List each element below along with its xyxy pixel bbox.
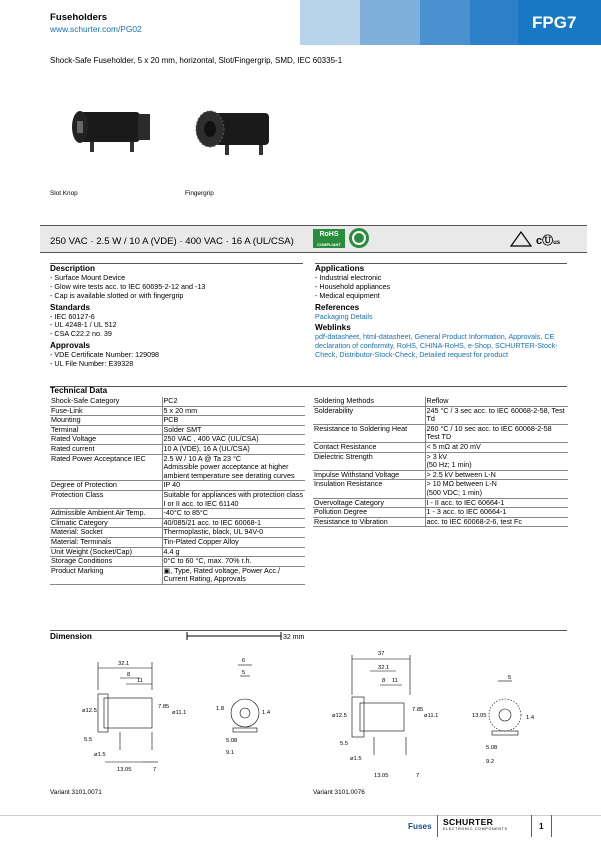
technical-value: PCB — [162, 416, 305, 426]
technical-row — [50, 566, 305, 584]
technical-label: Fuse-Link — [50, 406, 162, 416]
technical-label: Overvoltage Category — [313, 498, 425, 508]
approvals-heading: Approvals — [50, 341, 91, 351]
technical-label: Resistance to Soldering Heat — [313, 424, 425, 442]
references-heading: References — [315, 302, 360, 312]
rohs-sub-label: COMPLIANT — [317, 242, 341, 247]
standards-item: - UL 4248-1 / UL 512 — [50, 320, 117, 330]
dim-label: ø1.5 — [350, 756, 362, 762]
brand-sub: ELECTRONIC COMPONENTS — [443, 827, 508, 831]
technical-value: < 5 mΩ at 20 mV — [425, 442, 568, 452]
technical-row — [50, 481, 305, 491]
technical-row — [313, 517, 568, 527]
technical-label: Mounting — [50, 416, 162, 426]
variant-caption: Variant 3101.0071 — [50, 789, 102, 796]
description-item: - Glow wire tests acc. to IEC 60695-2-12 and -13 — [50, 281, 206, 291]
variant-caption: Variant 3101.0076 — [313, 789, 365, 796]
technical-label: Storage Conditions — [50, 557, 162, 567]
technical-label: Contact Resistance — [313, 442, 425, 452]
technical-value: Solder SMT — [162, 425, 305, 435]
technical-label: Insulation Resistance — [313, 480, 425, 498]
page-number: 1 — [539, 822, 544, 831]
header-band — [420, 0, 470, 45]
dim-label: 7 — [153, 767, 157, 773]
technical-heading: Technical Data — [50, 386, 108, 395]
dim-label: 11 — [137, 678, 144, 684]
applications-heading: Applications — [315, 264, 365, 273]
technical-row — [50, 557, 305, 567]
technical-value: Tin-Plated Copper Alloy — [162, 537, 305, 547]
technical-row — [50, 416, 305, 426]
product-image-fingergrip — [185, 95, 295, 170]
technical-row — [50, 490, 305, 508]
technical-value: 250 VAC , 400 VAC (UL/CSA) — [162, 435, 305, 445]
technical-value: > 3 kV (50 Hz; 1 min) — [425, 452, 568, 470]
dim-label: 5 — [508, 675, 512, 681]
technical-label: Unit Weight (Socket/Cap) — [50, 547, 162, 557]
ul-mark-icon: ᴄⓊus — [536, 234, 561, 247]
packaging-details-link[interactable]: Packaging Details — [315, 311, 373, 321]
technical-value: 2.5 W / 10 A @ Ta 23 °C Admissible power acceptance at higher ambient temperature see derating curves — [162, 454, 305, 481]
dim-label: 11 — [392, 678, 399, 684]
scale-bar-label: 32 mm — [283, 634, 305, 641]
dim-label: 5.5 — [340, 741, 349, 747]
applications-item: - Household appliances — [315, 281, 391, 291]
scale-bar — [185, 631, 315, 643]
header-title: Fuseholders — [50, 12, 108, 23]
footer-separator — [437, 815, 438, 837]
product-image-slot-knop — [60, 90, 170, 165]
description-item: - Cap is available slotted or with fingergrip — [50, 290, 184, 300]
technical-value: acc. to IEC 60068-2-6, test Fc — [425, 517, 568, 527]
dim-label: 8 — [127, 672, 131, 678]
header-band — [470, 0, 518, 45]
footer-divider — [0, 815, 601, 816]
dim-label: 5.5 — [84, 737, 93, 743]
brand-name: SCHURTER — [443, 817, 494, 827]
dim-label: 13.05 — [117, 767, 132, 773]
technical-row — [313, 397, 568, 406]
technical-value: 40/085/21 acc. to IEC 60068-1 — [162, 518, 305, 528]
standards-item: - IEC 60127-6 — [50, 311, 95, 321]
technical-label: Terminal — [50, 425, 162, 435]
technical-label: Admissible Ambient Air Temp. — [50, 509, 162, 519]
dim-label: 9.2 — [486, 759, 495, 765]
standards-item: - CSA C22.2 no. 39 — [50, 329, 112, 339]
approvals-item: - UL File Number: E39328 — [50, 359, 134, 369]
dim-label: 7.85 — [412, 707, 424, 713]
technical-label: Rated Power Acceptance IEC — [50, 454, 162, 481]
dim-label: 9.1 — [226, 750, 235, 756]
dim-label: 7.85 — [158, 704, 170, 710]
technical-row — [50, 454, 305, 481]
dim-label: 37 — [378, 651, 385, 657]
standards-heading: Standards — [50, 302, 91, 312]
technical-label: Degree of Protection — [50, 481, 162, 491]
footer-section: Fuses — [408, 822, 432, 831]
technical-label: Protection Class — [50, 490, 162, 508]
rohs-badge — [313, 229, 345, 248]
product-subtitle: Shock-Safe Fuseholder, 5 x 20 mm, horizontal, Slot/Fingergrip, SMD, IEC 60335-1 — [50, 56, 343, 65]
technical-label: Material: Socket — [50, 528, 162, 538]
technical-label: Climatic Category — [50, 518, 162, 528]
technical-value: 0°C to 60 °C, max. 70% r.h. — [162, 557, 305, 567]
dim-label: 13.05 — [374, 773, 389, 779]
technical-value: 10 A (VDE), 16 A (UL/CSA) — [162, 444, 305, 454]
rohs-label: RoHS — [319, 231, 339, 238]
dim-label: 5 — [242, 670, 246, 676]
dim-label: 7 — [416, 773, 420, 779]
weblinks-list[interactable]: pdf-datasheet, html-datasheet, General Product Information, Approvals, CE declaration of conformity, RoHS, CHINA-RoHS, e-Shop, SCHURTER-Stock-Check, Distributor-Stock-Check, Detailed request for product — [315, 332, 558, 360]
technical-table-right — [313, 397, 568, 527]
technical-label: Material: Terminals — [50, 537, 162, 547]
technical-value: 5 x 20 mm — [162, 406, 305, 416]
dim-label: 32.1 — [378, 665, 390, 671]
technical-value: 4.4 g — [162, 547, 305, 557]
technical-value: 1 - 3 acc. to IEC 60664-1 — [425, 508, 568, 518]
technical-value: Reflow — [425, 397, 568, 406]
footer-separator — [531, 815, 532, 837]
technical-label: Dielectric Strength — [313, 452, 425, 470]
ce-conformity-icon — [348, 227, 370, 249]
technical-row — [313, 452, 568, 470]
technical-value: I - II acc. to IEC 60664-1 — [425, 498, 568, 508]
technical-table-left — [50, 397, 305, 585]
technical-row — [313, 480, 568, 498]
dim-label: ø12.5 — [82, 708, 97, 714]
technical-row — [313, 442, 568, 452]
left-text-column — [50, 262, 303, 369]
technical-value: 260 °C / 10 sec acc. to IEC 60068-2-58 Test TD — [425, 424, 568, 442]
technical-value: 245 °C / 3 sec acc. to IEC 60068-2-58, Test Td — [425, 406, 568, 424]
product-code: FPG7 — [518, 0, 601, 45]
technical-label: Solderability — [313, 406, 425, 424]
applications-item: - Medical equipment — [315, 290, 380, 300]
technical-row — [50, 444, 305, 454]
dim-label: ø1.5 — [94, 752, 106, 758]
technical-row — [50, 509, 305, 519]
description-heading: Description — [50, 264, 96, 273]
approvals-item: - VDE Certificate Number: 129098 — [50, 350, 160, 360]
dimension-heading: Dimension — [50, 632, 92, 641]
header-url-link[interactable]: www.schurter.com/PG02 — [50, 24, 142, 34]
technical-label: Pollution Degree — [313, 508, 425, 518]
rating-text: 250 VAC · 2.5 W / 10 A (VDE) · 400 VAC · 16 A (UL/CSA) — [50, 236, 294, 247]
technical-value: Thermoplastic, black, UL 94V-0 — [162, 528, 305, 538]
dim-label: ø12.5 — [332, 713, 347, 719]
technical-row — [313, 424, 568, 442]
dimension-drawing-right — [330, 645, 550, 780]
dim-label: 5.08 — [486, 745, 498, 751]
dim-label: ø11.1 — [424, 713, 439, 719]
dim-label: 8 — [382, 678, 386, 684]
technical-row — [50, 537, 305, 547]
dimension-drawing-left — [80, 650, 280, 780]
dim-label: 6 — [242, 658, 246, 664]
technical-value: -40°C to 85°C — [162, 509, 305, 519]
technical-value: IP 40 — [162, 481, 305, 491]
description-item: - Surface Mount Device — [50, 272, 126, 282]
technical-value: Suitable for appliances with protection class I or II acc. to IEC 61140 — [162, 490, 305, 508]
right-text-column — [315, 262, 570, 360]
technical-value: > 10 MΩ between L-N (500 VDC; 1 min) — [425, 480, 568, 498]
dim-label: 5.08 — [226, 738, 238, 744]
schurter-logo — [443, 819, 508, 833]
technical-row — [313, 508, 568, 518]
header-band — [300, 0, 360, 45]
technical-value: ▣, Type, Rated voltage, Power Acc./ Current Rating, Approvals — [162, 566, 305, 584]
technical-label: Impulse Withstand Voltage — [313, 470, 425, 480]
footer-separator — [551, 815, 552, 837]
technical-value: PC2 — [162, 397, 305, 406]
ul-mark-label: us — [553, 240, 561, 246]
technical-label: Soldering Methods — [313, 397, 425, 406]
technical-label: Resistance to Vibration — [313, 517, 425, 527]
technical-row — [313, 406, 568, 424]
applications-item: - Industrial electronic — [315, 272, 382, 282]
technical-label: Shock-Safe Category — [50, 397, 162, 406]
header-band — [360, 0, 420, 45]
dim-label: 1.4 — [526, 715, 535, 721]
dim-label: 32.1 — [118, 661, 130, 667]
technical-row — [50, 528, 305, 538]
weblinks-heading: Weblinks — [315, 323, 351, 333]
technical-label: Product Marking — [50, 566, 162, 584]
dim-label: 1.4 — [262, 710, 271, 716]
divider — [50, 386, 567, 387]
image-caption: Fingergrip — [185, 190, 214, 197]
technical-value: > 2.5 kV between L-N — [425, 470, 568, 480]
technical-label: Rated Voltage — [50, 435, 162, 445]
dim-label: 1.8 — [216, 706, 225, 712]
image-caption: Slot Knop — [50, 190, 78, 197]
technical-row — [50, 397, 305, 406]
vde-icon — [510, 230, 532, 248]
dim-label: ø11.1 — [172, 710, 187, 716]
technical-label: Rated current — [50, 444, 162, 454]
dim-label: 13.05 — [472, 713, 487, 719]
